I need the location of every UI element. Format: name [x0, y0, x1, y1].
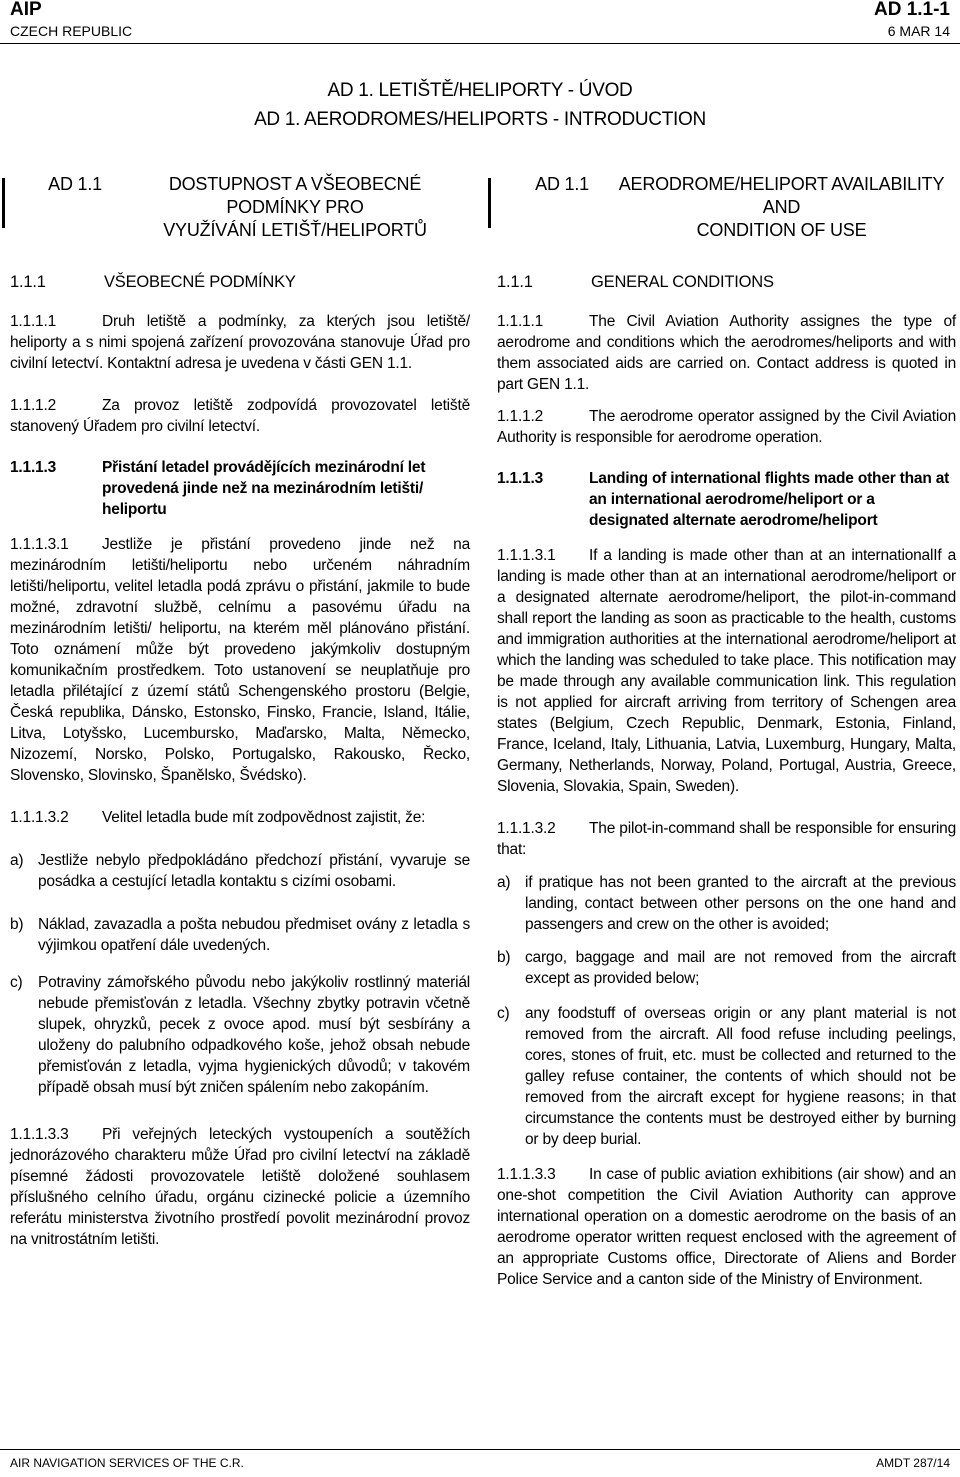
- paragraph-1-1-1-3-3: [497, 1164, 956, 1290]
- list-item-text: if pratique has not been granted to the aircraft at the previous landing, contact between other persons on the one hand and passengers and crew on the other is avoided;: [525, 874, 956, 933]
- list-item-text: cargo, baggage and mail are not removed from the aircraft except as provided below;: [525, 949, 956, 987]
- paragraph-number: 1.1.1.3.3: [10, 1126, 69, 1143]
- subsection-number: 1.1.1: [10, 273, 46, 291]
- paragraph-1-1-1-3-heading: [10, 457, 470, 520]
- effective-date: 6 MAR 14: [887, 23, 950, 39]
- list-item-text: any foodstuff of overseas origin or any plant material is not removed from the aircraft. All food refuse including peelings, cores, stones of fruit, etc. must be collected and returned to the galley refuse container, the contents of which should not be removed from the aircraft except for hygiene reasons; in that circumstance the contents must be destroyed either by burning or by deep burial.: [525, 1005, 956, 1148]
- paragraph-number: 1.1.1.1: [10, 313, 57, 330]
- section-title-line-1: DOSTUPNOST A VŠEOBECNÉ PODMÍNKY PRO: [168, 174, 422, 217]
- list-item-label: a): [10, 852, 24, 869]
- paragraph-number: 1.1.1.2: [10, 397, 57, 414]
- paragraph-number: 1.1.1.3: [10, 459, 57, 476]
- paragraph-1-1-1-3-1: [10, 534, 470, 786]
- list-item-label: b): [10, 916, 24, 933]
- change-bar: [488, 178, 491, 228]
- paragraph-text: Za provoz letiště zodpovídá provozovatel letiště stanovený Úřadem pro civilní letectví.: [10, 397, 470, 435]
- paragraph-number: 1.1.1.2: [497, 408, 544, 425]
- paragraph-number: 1.1.1.1: [497, 313, 544, 330]
- paragraph-text: Velitel letadla bude mít zodpovědnost zajistit, že:: [102, 809, 426, 826]
- paragraph-number: 1.1.1.3.2: [497, 820, 556, 837]
- page-title-en: AD 1. AERODROMES/HELIPORTS - INTRODUCTION: [254, 109, 706, 130]
- list-item-text: Potraviny zámořského původu nebo jakýkoliv rostlinný materiál nebude přemisťován z letadla. Všechny zbytky potravin včetně slupek, ohryzků, pecek z ovoce apod. musí být sesbírány a uloženy do palubního odpadkového koše, jehož obsah nebude přemisťován z letadla, vyjma hygienických důvodů; v takovém případě obsah musí být zničen spálením nebo zakopáním.: [38, 974, 470, 1096]
- country-label: CZECH REPUBLIC: [10, 23, 133, 39]
- paragraph-1-1-1-2: [497, 406, 956, 448]
- paragraph-text: Při veřejných leteckých vystoupeních a soutěžích jednorázového charakteru může Úřad pro civilní letectví na základě písemné žádosti provozovatele letiště doložené souhlasem příslušného celního úřadu, orgánu cizinecké policie a územního referátu ministerstva životního prostředí povolit mezinárodní provoz na vnitrostátním letišti.: [10, 1126, 470, 1248]
- list-item-label: c): [10, 974, 23, 991]
- paragraph-1-1-1-1: [10, 311, 470, 374]
- paragraph-number: 1.1.1.3.2: [10, 809, 69, 826]
- paragraph-text: Druh letiště a podmínky, za kterých jsou letiště/ heliporty a s nimi spojená zařízení provozována stanovuje Úřad pro civilní letectví. Kontaktní adresa je uvedena v části GEN 1.1.: [10, 313, 470, 372]
- subsection-title: VŠEOBECNÉ PODMÍNKY: [104, 273, 296, 291]
- section-title-line-1: AERODROME/HELIPORT AVAILABILITY AND: [618, 174, 945, 217]
- section-title-line-2: CONDITION OF USE: [696, 220, 867, 240]
- page-title-cz: AD 1. LETIŠTĚ/HELIPORTY - ÚVOD: [327, 80, 633, 101]
- paragraph-text: If a landing is made other than at an internationalIf a landing is made other than at an international aerodrome/heliport or a designated alternate aerodrome/heliport, the pilot-in-command shall report the landing as soon as practicable to the health, customs and immigration authorities at the international aerodrome/heliport at which the landing was scheduled to take place. This notification may be made through any available communication link. This regulation is not applied for aircraft arriving from territory of Schengen area states (Belgium, Czech Republic, Denmark, Estonia, Finland, France, Iceland, Italy, Lithuania, Latvia, Luxemburg, Hungary, Malta, Germany, Netherlands, Norway, Poland, Portugal, Austria, Greece, Slovenia, Slovakia, Spain, Sweden).: [497, 547, 956, 795]
- paragraph-1-1-1-3-2: [497, 818, 956, 860]
- subsection-heading: [497, 272, 956, 293]
- list-item: [497, 1003, 956, 1150]
- list-item-text: Jestliže nebylo předpokládáno předchozí přistání, vyvaruje se posádka a cestující letadla kontaktu s cizími osobami.: [38, 852, 470, 890]
- paragraph-number: 1.1.1.3: [497, 470, 544, 487]
- list-item: [10, 914, 470, 956]
- change-bar: [2, 178, 5, 228]
- paragraph-heading: Přistání letadel provádějících mezinárodní let provedená jinde než na mezinárodním letišti/ heliportu: [102, 459, 426, 518]
- paragraph-text: The pilot-in-command shall be responsible for ensuring that:: [497, 820, 956, 858]
- paragraph-text: The aerodrome operator assigned by the Civil Aviation Authority is responsible for aerodrome operation.: [497, 408, 956, 446]
- paragraph-1-1-1-1: [497, 311, 956, 395]
- paragraph-1-1-1-3-3: [10, 1124, 470, 1250]
- list-item: [497, 872, 956, 935]
- section-number: AD 1.1: [48, 174, 102, 194]
- list-item: [10, 972, 470, 1098]
- page-reference: AD 1.1-1: [873, 0, 950, 20]
- list-item-text: Náklad, zavazadla a pošta nebudou předmiset ovány z letadla s výjimkou opatření dále uvedených.: [38, 916, 470, 954]
- footer-divider: [0, 1449, 960, 1450]
- paragraph-text: Jestliže je přistání provedeno jinde než na mezinárodním letišti/heliportu nebo určeném náhradním letišti/heliportu, velitel letadla podá zprávu o přistání, jakmile to bude možné, zdravotní službě, celnímu a pasovému úřadu na mezinárodním letišti/ heliportu, na kterém měl plánováno přistání. Toto oznámení může být provedeno jakýmkoliv dostupným komunikačním prostředkem. Toto ustanovení se neuplatňuje pro letadla přilétající z území států Schengenského prostoru (Belgie, Česká republika, Dánsko, Estonsko, Finsko, Francie, Island, Itálie, Litva, Lotyšsko, Lucembursko, Maďarsko, Malta, Německo, Nizozemí, Norsko, Polsko, Portugalsko, Rakousko, Řecko, Slovensko, Slovinsko, Španělsko, Švédsko).: [10, 536, 470, 784]
- list-item-label: a): [497, 874, 511, 891]
- list-item-label: b): [497, 949, 511, 966]
- section-number: AD 1.1: [535, 174, 589, 194]
- header-divider: [0, 43, 960, 44]
- paragraph-1-1-1-3-heading: [497, 468, 956, 531]
- list-item: [10, 850, 470, 892]
- subsection-title: GENERAL CONDITIONS: [591, 273, 774, 291]
- english-column: [497, 173, 956, 1290]
- list-item: [497, 947, 956, 989]
- section-heading: [497, 173, 956, 242]
- footer-publisher: AIR NAVIGATION SERVICES OF THE C.R.: [10, 1456, 244, 1470]
- paragraph-1-1-1-3-1: [497, 545, 956, 797]
- footer-amendment: AMDT 287/14: [876, 1456, 950, 1470]
- paragraph-text: In case of public aviation exhibitions (air show) and an one-shot competition the Civil Aviation Authority can approve international operation on a domestic aerodrome on the basis of an aerodrome operator written request enclosed with the agreement of an appropriate Customs office, Directorate of Aliens and Border Police Service and a canton side of the Ministry of Environment.: [497, 1166, 956, 1288]
- subsection-heading: [10, 272, 470, 293]
- header-left: [10, 0, 132, 40]
- paragraph-1-1-1-2: [10, 395, 470, 437]
- paragraph-number: 1.1.1.3.1: [497, 547, 556, 564]
- section-heading: [10, 173, 470, 242]
- subsection-number: 1.1.1: [497, 273, 533, 291]
- paragraph-number: 1.1.1.3.1: [10, 536, 69, 553]
- aip-label: AIP: [10, 0, 42, 20]
- czech-column: [10, 173, 470, 1250]
- paragraph-heading: Landing of international flights made other than at an international aerodrome/heliport or a designated alternate aerodrome/heliport: [589, 470, 950, 529]
- section-title-line-2: VYUŽÍVÁNÍ LETIŠŤ/HELIPORTŮ: [163, 220, 427, 240]
- paragraph-number: 1.1.1.3.3: [497, 1166, 556, 1183]
- paragraph-1-1-1-3-2: [10, 807, 470, 828]
- list-item-label: c): [497, 1005, 510, 1022]
- paragraph-text: The Civil Aviation Authority assignes the type of aerodrome and conditions which the aerodromes/heliports and with them associated aids are carried on. Contact address is quoted in part GEN 1.1.: [497, 313, 956, 393]
- header-right: [874, 0, 950, 40]
